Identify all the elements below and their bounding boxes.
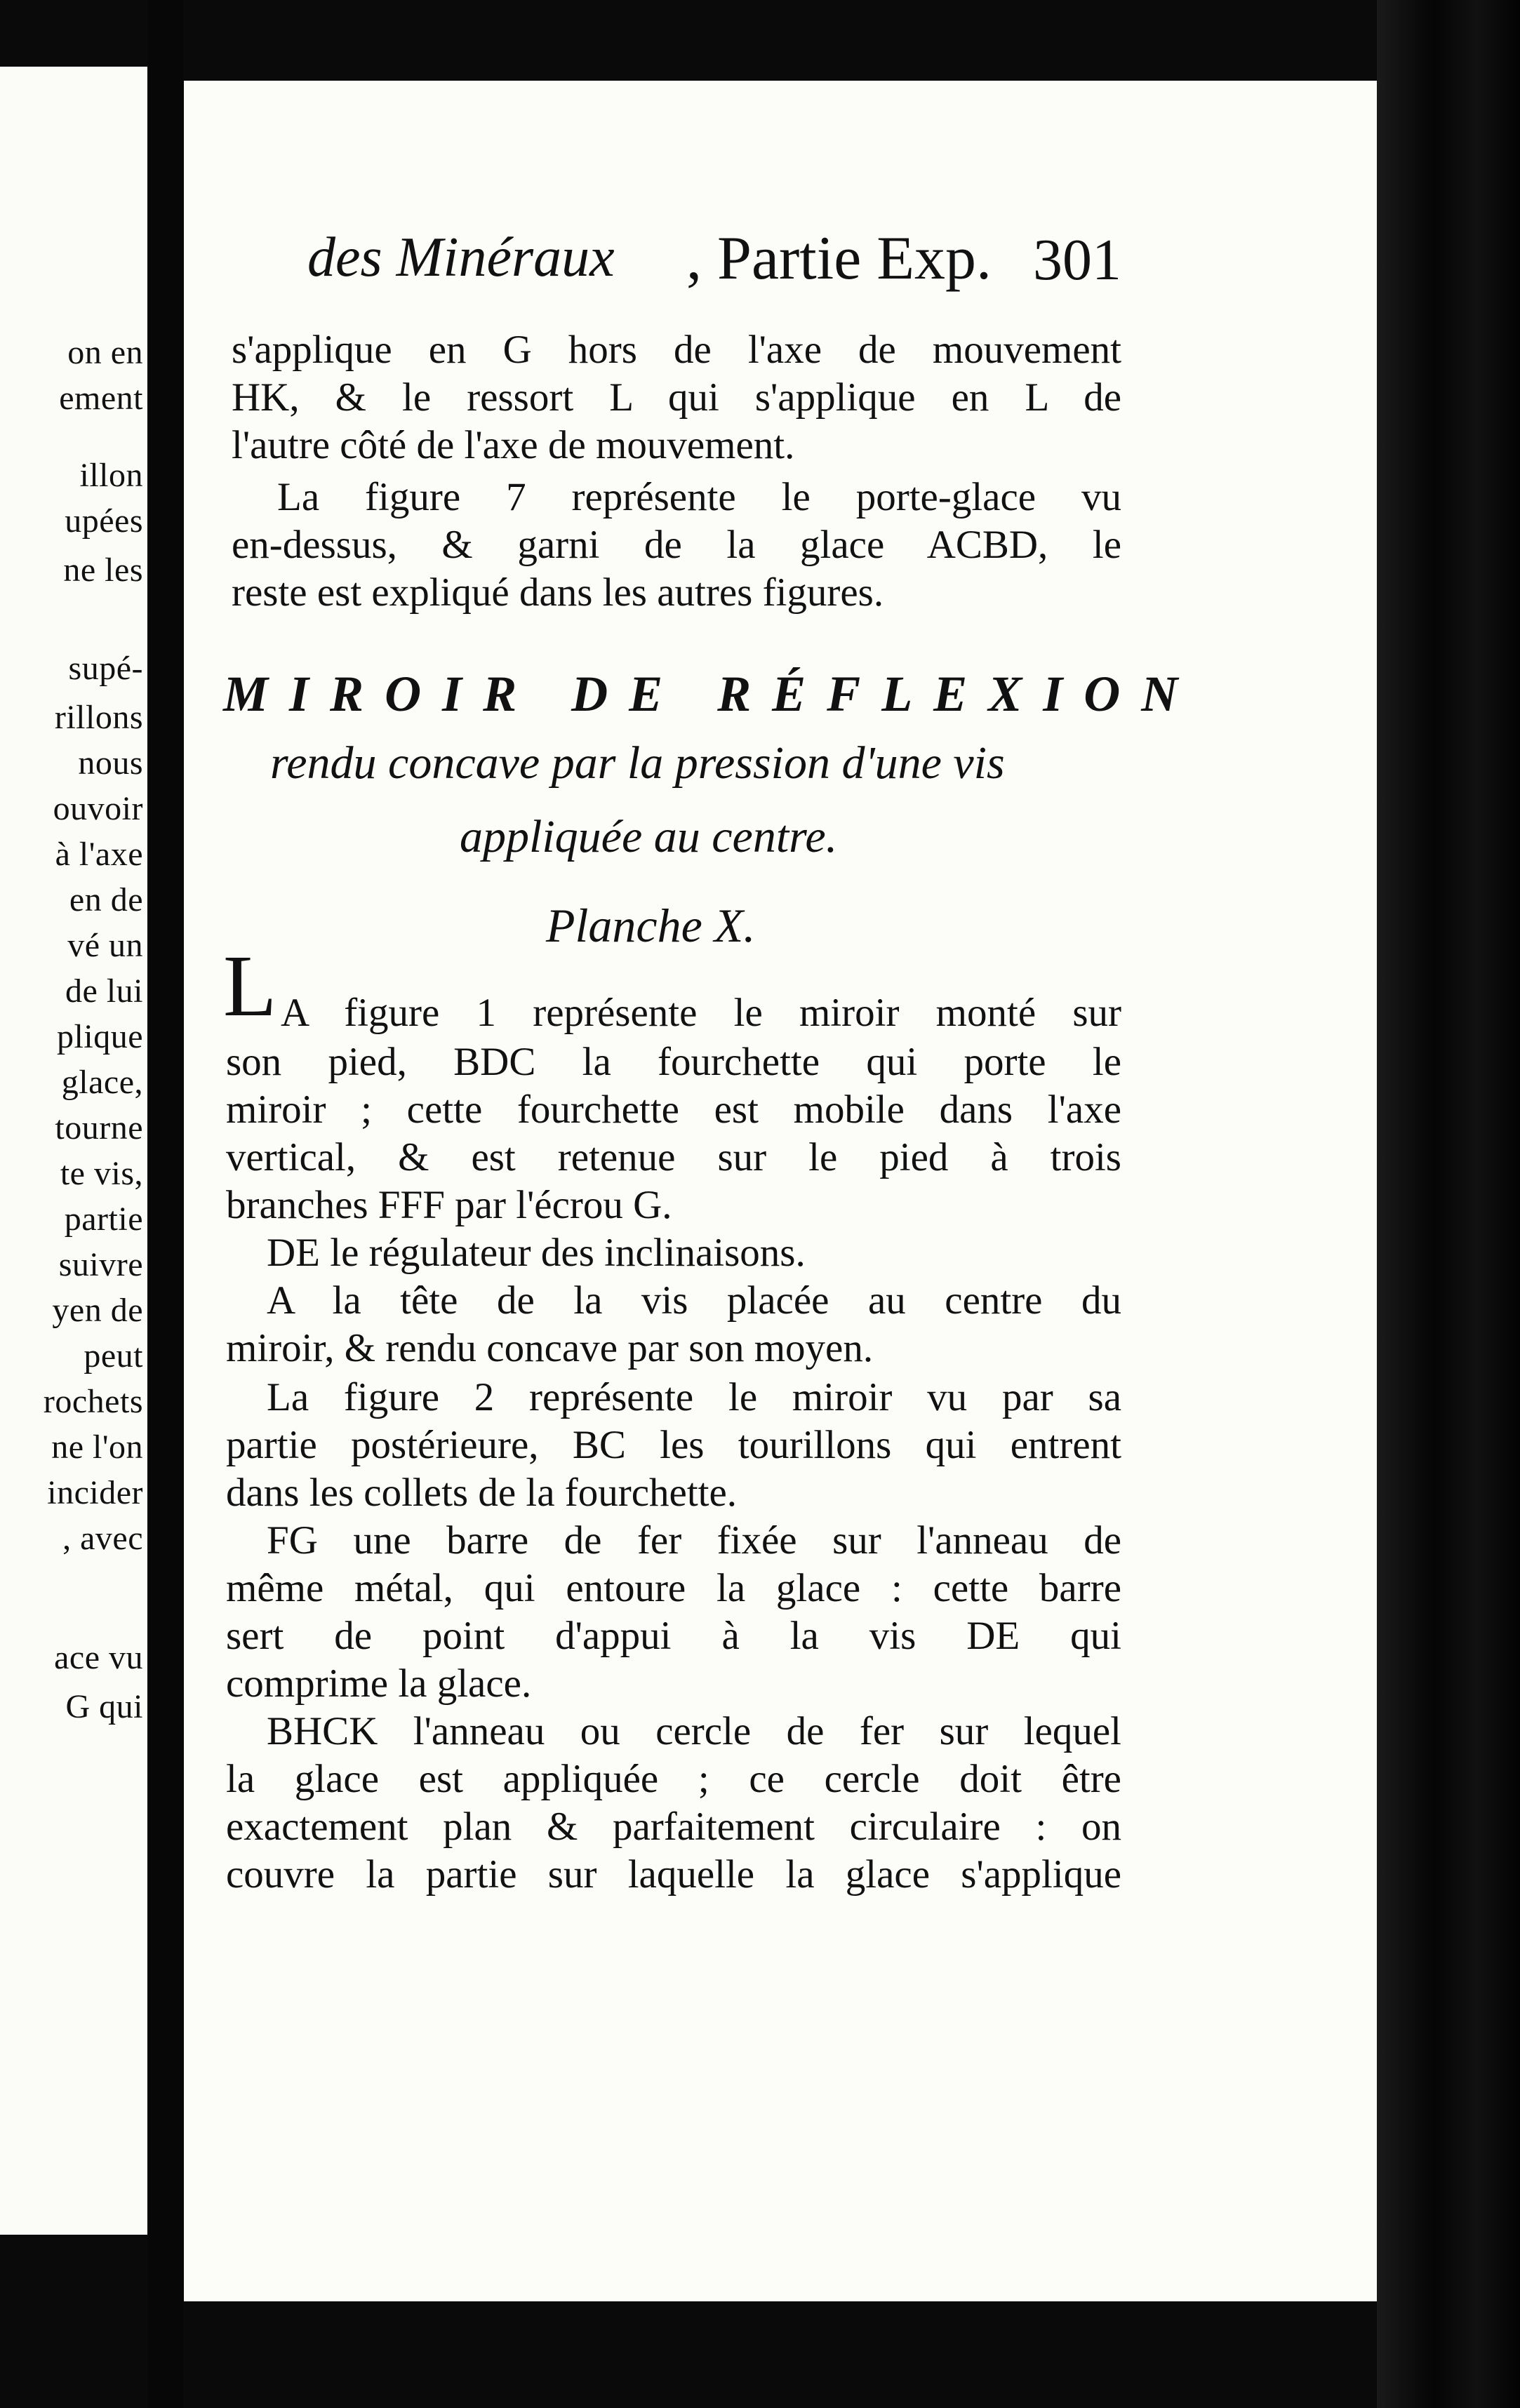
section-subtitle: rendu concave par la pression d'une vis	[270, 737, 1005, 789]
left-line: à l'axe	[55, 836, 143, 873]
left-line: en de	[69, 881, 143, 918]
left-line: nous	[78, 744, 143, 782]
section-title: MIROIR DE RÉFLEXION	[223, 666, 1199, 722]
left-line: vé un	[67, 927, 143, 964]
text-line: vertical, & est retenue sur le pied à trois	[226, 1135, 1121, 1179]
left-line: glace,	[61, 1064, 143, 1101]
text-line: partie postérieure, BC les tourillons qui entrent	[226, 1423, 1121, 1467]
left-page	[0, 67, 147, 2235]
text-line: FG une barre de fer fixée sur l'anneau de	[267, 1518, 1121, 1563]
left-line: on en	[67, 334, 143, 371]
plate-heading: Planche X.	[546, 899, 756, 952]
text-line: La figure 2 représente le miroir vu par sa	[267, 1375, 1121, 1419]
text-line: comprime la glace.	[226, 1661, 532, 1706]
text-line: miroir, & rendu concave par son moyen.	[226, 1326, 874, 1370]
left-line: rillons	[54, 699, 143, 736]
left-line: ouvoir	[53, 790, 143, 827]
left-line: , avec	[62, 1520, 143, 1557]
right-edge-shadow	[1377, 0, 1520, 2408]
left-line: G qui	[65, 1688, 143, 1725]
left-line: rochets	[43, 1383, 143, 1420]
left-line: supé-	[68, 650, 143, 687]
part-label: , Partie Exp.	[686, 225, 992, 293]
text-line: A figure 1 représente le miroir monté sur	[281, 991, 1121, 1035]
text-line: couvre la partie sur laquelle la glace s'applique	[226, 1852, 1121, 1897]
left-line: incider	[47, 1474, 143, 1511]
text-line: même métal, qui entoure la glace : cette barre	[226, 1566, 1121, 1610]
left-line: ement	[59, 380, 143, 417]
text-line: BHCK l'anneau ou cercle de fer sur lequel	[267, 1709, 1121, 1753]
left-line: ne l'on	[51, 1429, 143, 1466]
text-line: reste est expliqué dans les autres figures.	[232, 570, 884, 615]
text-line: HK, & le ressort L qui s'applique en L de	[232, 375, 1121, 420]
book-gutter	[147, 0, 184, 2408]
running-header	[307, 226, 1121, 296]
text-line: A la tête de la vis placée au centre du	[267, 1278, 1121, 1323]
text-line: DE le régulateur des inclinaisons.	[267, 1231, 806, 1275]
text-line: son pied, BDC la fourchette qui porte le	[226, 1040, 1121, 1084]
left-line: de lui	[65, 972, 143, 1010]
text-line: l'autre côté de l'axe de mouvement.	[232, 423, 795, 467]
left-line: ace vu	[54, 1639, 143, 1676]
text-line: la glace est appliquée ; ce cercle doit être	[226, 1757, 1121, 1801]
left-line: yen de	[52, 1292, 143, 1329]
left-line: te vis,	[60, 1155, 143, 1192]
text-line: branches FFF par l'écrou G.	[226, 1183, 672, 1227]
text-line: dans les collets de la fourchette.	[226, 1471, 738, 1515]
text-line: exactement plan & parfaitement circulaire : on	[226, 1805, 1121, 1849]
text-line: miroir ; cette fourchette est mobile dans l'axe	[226, 1088, 1121, 1132]
left-line: suivre	[58, 1246, 143, 1283]
left-line: plique	[57, 1018, 143, 1055]
running-title: des Minéraux	[307, 227, 615, 288]
text-line: s'applique en G hors de l'axe de mouvement	[232, 328, 1121, 372]
left-line: ne les	[63, 551, 143, 589]
page-number: 301	[1033, 227, 1121, 293]
text-line: La figure 7 représente le porte-glace vu	[277, 475, 1121, 519]
left-line: peut	[84, 1337, 143, 1374]
left-line: illon	[79, 457, 143, 494]
text-line: en-dessus, & garni de la glace ACBD, le	[232, 523, 1121, 567]
drop-cap: L	[223, 938, 277, 1035]
section-subtitle: appliquée au centre.	[460, 811, 838, 862]
text-line: sert de point d'appui à la vis DE qui	[226, 1614, 1121, 1658]
left-line: partie	[64, 1200, 143, 1238]
left-line: tourne	[55, 1109, 143, 1146]
left-line: upées	[65, 502, 143, 540]
